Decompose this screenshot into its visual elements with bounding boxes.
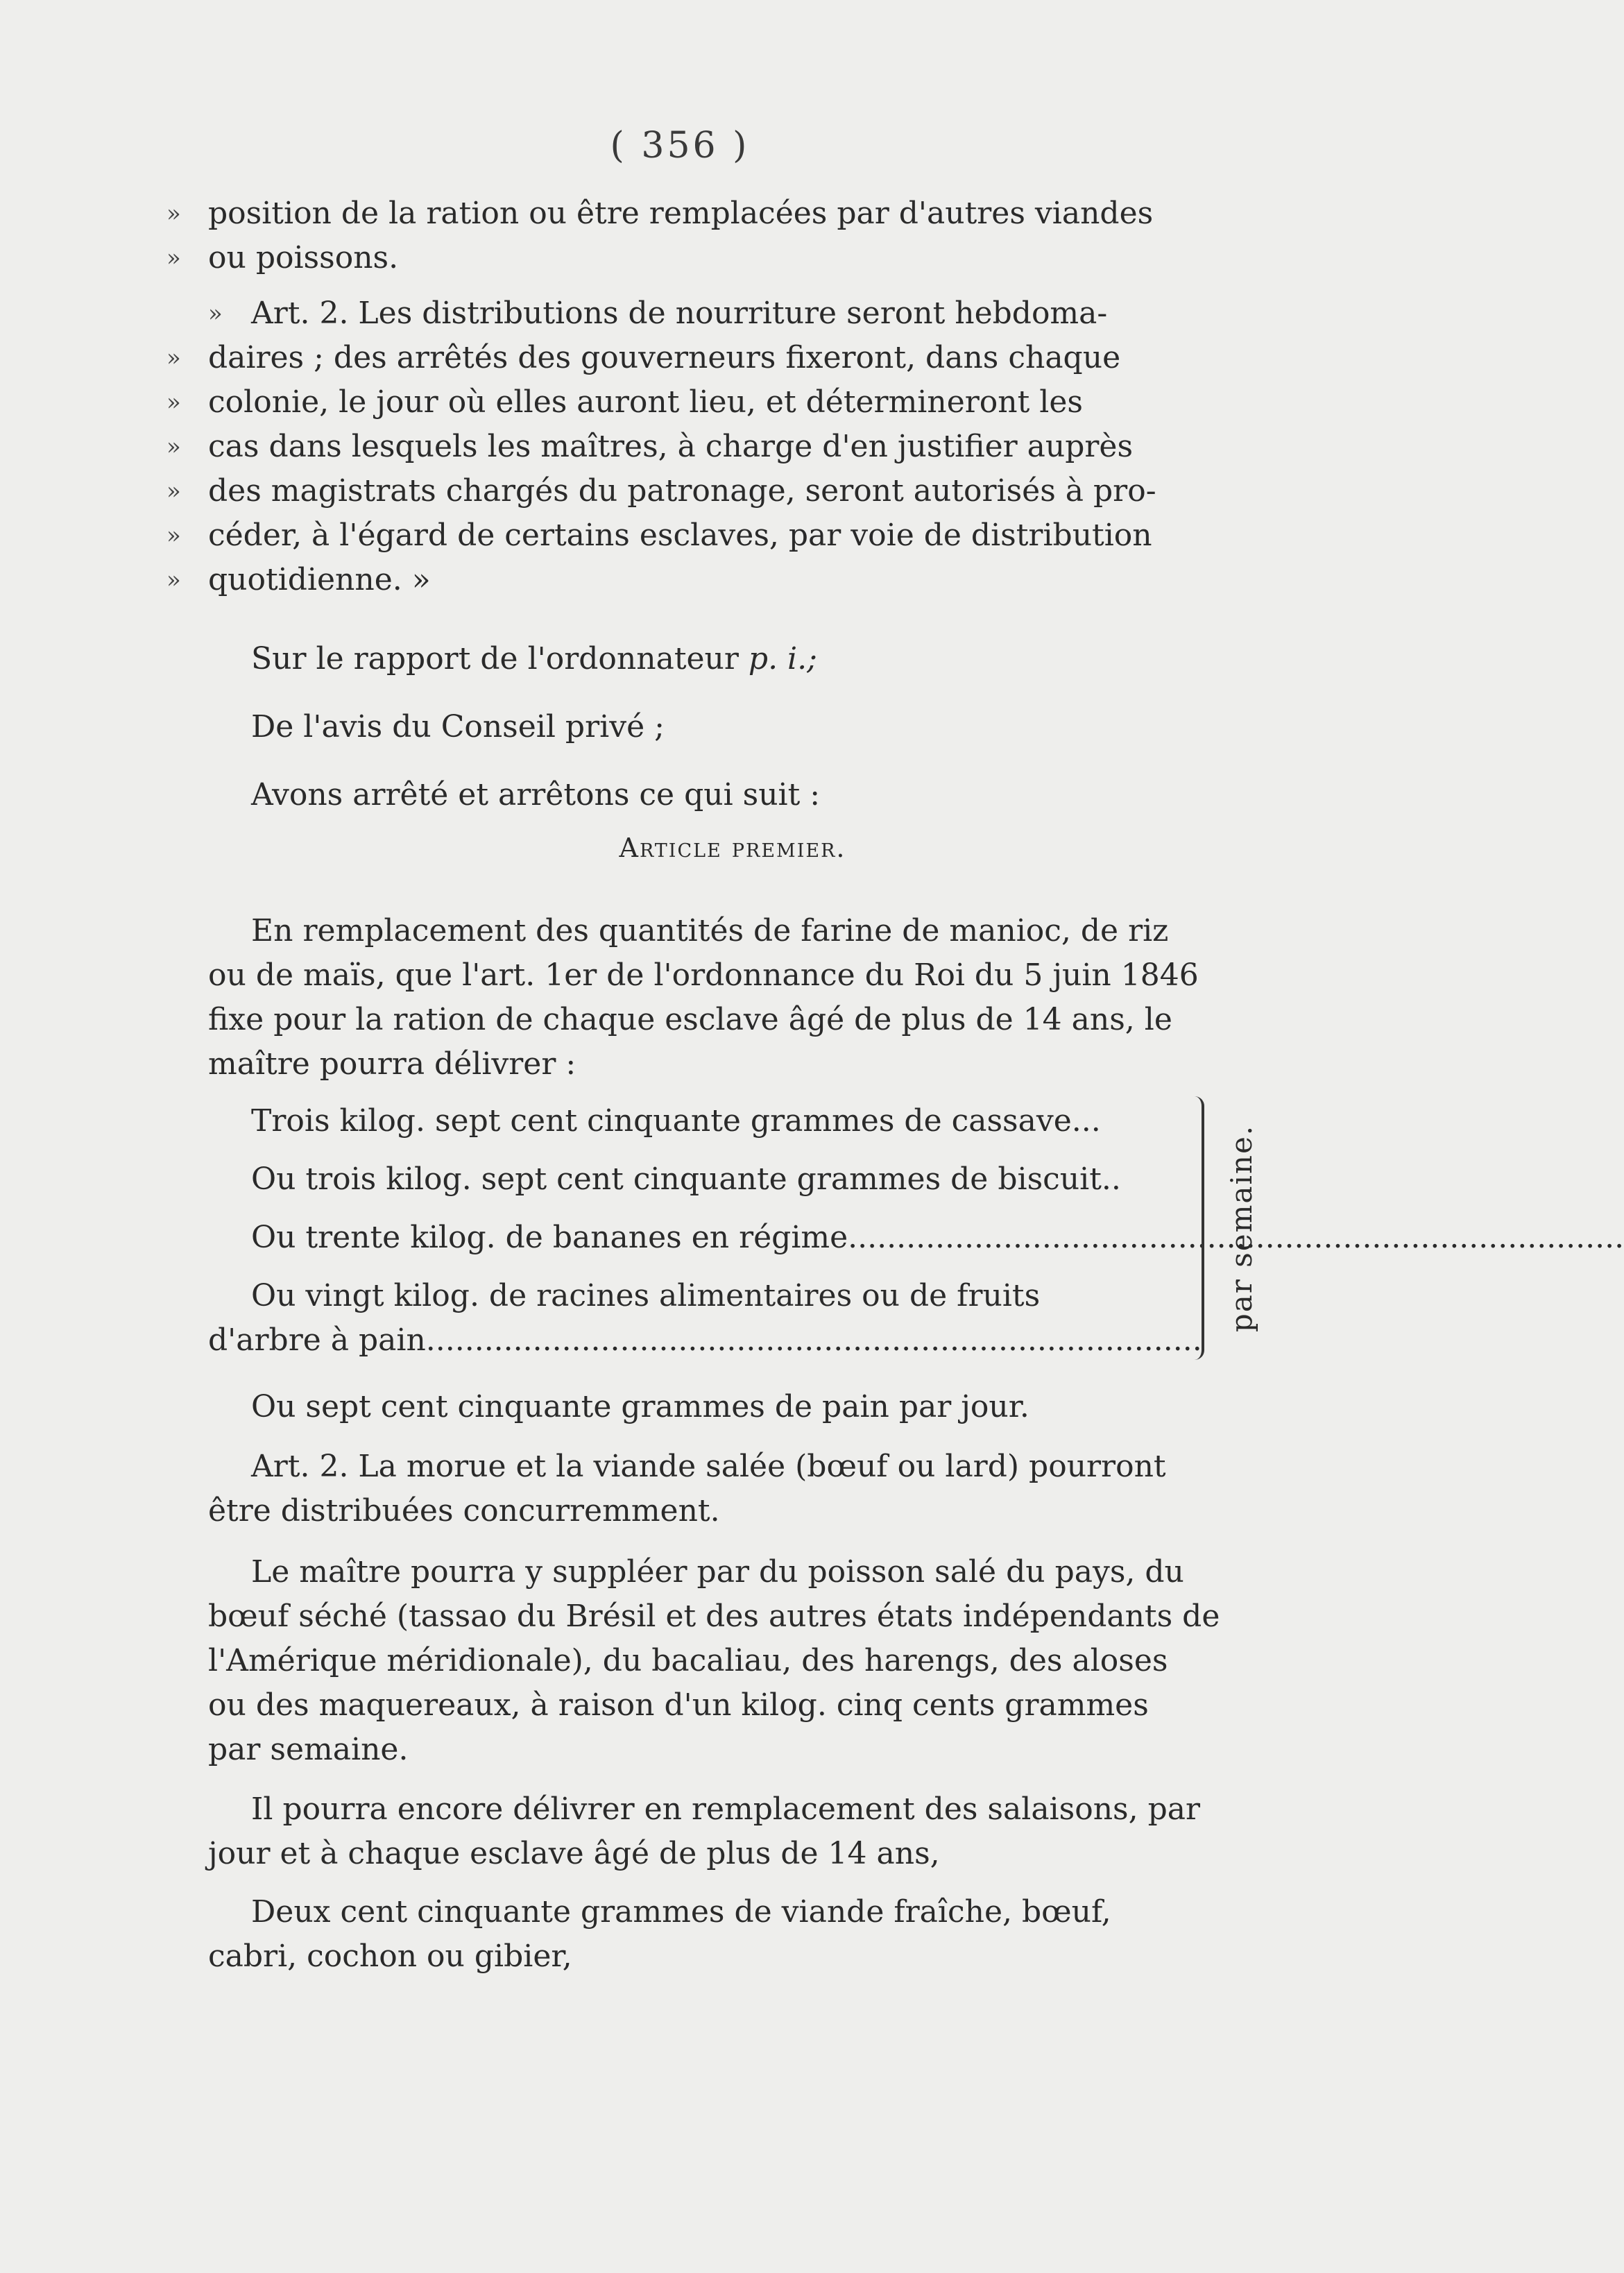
article-1-paragraph (208, 909, 1257, 1087)
text-line: » Art. 2. Les distributions de nourriture seront hebdoma- (208, 296, 1108, 331)
text-line: » position de la ration ou être remplacées par d'autres viandes (166, 196, 1154, 231)
paragraph-suppleer (208, 1550, 1257, 1772)
list-item: d'arbre à pain ................................................................................ (208, 1322, 1202, 1358)
text-line: » ou poissons. (166, 240, 399, 275)
article-2-new (208, 1445, 1257, 1533)
text-line: l'Amérique méridionale), du bacaliau, des harengs, des aloses (208, 1643, 1168, 1678)
text-line: En remplacement des quantités de farine de manioc, de riz (251, 913, 1169, 948)
text-line: jour et à chaque esclave âgé de plus de 14 ans, (208, 1836, 940, 1871)
text-line: Le maître pourra y suppléer par du poisson salé du pays, du (251, 1554, 1184, 1590)
text-line: Deux cent cinquante grammes de viande fraîche, bœuf, (251, 1894, 1111, 1930)
pain-line-block (208, 1385, 1257, 1429)
text-line: » cas dans lesquels les maîtres, à charge d'en justifier auprès (166, 429, 1134, 464)
list-item: Ou vingt kilog. de racines alimentaires ou de fruits (251, 1278, 1041, 1313)
list-item: Ou trois kilog. sept cent cinquante grammes de biscuit.. (251, 1161, 1121, 1197)
text-line: Il pourra encore délivrer en remplacement des salaisons, par (251, 1791, 1201, 1827)
text-line: ou des maquereaux, à raison d'un kilog. cinq cents grammes (208, 1687, 1149, 1723)
text-line: fixe pour la ration de chaque esclave âgé de plus de 14 ans, le (208, 1002, 1172, 1037)
text-line: » colonie, le jour où elles auront lieu, et détermineront les (166, 384, 1083, 420)
avis-line: De l'avis du Conseil privé ; (251, 709, 665, 744)
text-line: » des magistrats chargés du patronage, seront autorisés à pro- (166, 473, 1156, 509)
text-line: maître pourra délivrer : (208, 1046, 576, 1082)
text-line: cabri, cochon ou gibier, (208, 1939, 572, 1974)
text-line: » céder, à l'égard de certains esclaves, par voie de distribution (166, 518, 1152, 553)
text-line: bœuf séché (tassao du Brésil et des autres états indépendants de (208, 1599, 1220, 1634)
paragraph-viande (208, 1890, 1257, 1979)
paragraph-remplacement (208, 1787, 1257, 1876)
preamble (208, 637, 1257, 870)
text-line: par semaine. (208, 1732, 409, 1767)
page-number: ( 356 ) (610, 125, 750, 167)
list-item: Ou trente kilog. de bananes en régime ................................................................................ (251, 1220, 1624, 1255)
text-line: » daires ; des arrêtés des gouverneurs fixeront, dans chaque (166, 340, 1121, 375)
article-heading: Article premier. (619, 833, 846, 863)
brace-bracket (1188, 1096, 1204, 1360)
text-line: Art. 2. La morue et la viande salée (bœuf ou lard) pourront (251, 1449, 1166, 1484)
rapport-line: Sur le rapport de l'ordonnateur p. i.; (251, 641, 817, 676)
text-line: ou de maïs, que l'art. 1er de l'ordonnance du Roi du 5 juin 1846 (208, 957, 1199, 993)
text-line: Ou sept cent cinquante grammes de pain par jour. (251, 1389, 1029, 1424)
list-item: Trois kilog. sept cent cinquante grammes de cassave... (251, 1103, 1101, 1139)
avons-line: Avons arrêté et arrêtons ce qui suit : (251, 777, 821, 812)
par-semaine-vertical: par semaine. (1224, 1124, 1259, 1332)
quoted-passage (166, 191, 1257, 280)
text-line: » quotidienne. » (166, 562, 431, 597)
text-line: être distribuées concurremment. (208, 1493, 720, 1529)
article-2-quote (166, 291, 1257, 602)
